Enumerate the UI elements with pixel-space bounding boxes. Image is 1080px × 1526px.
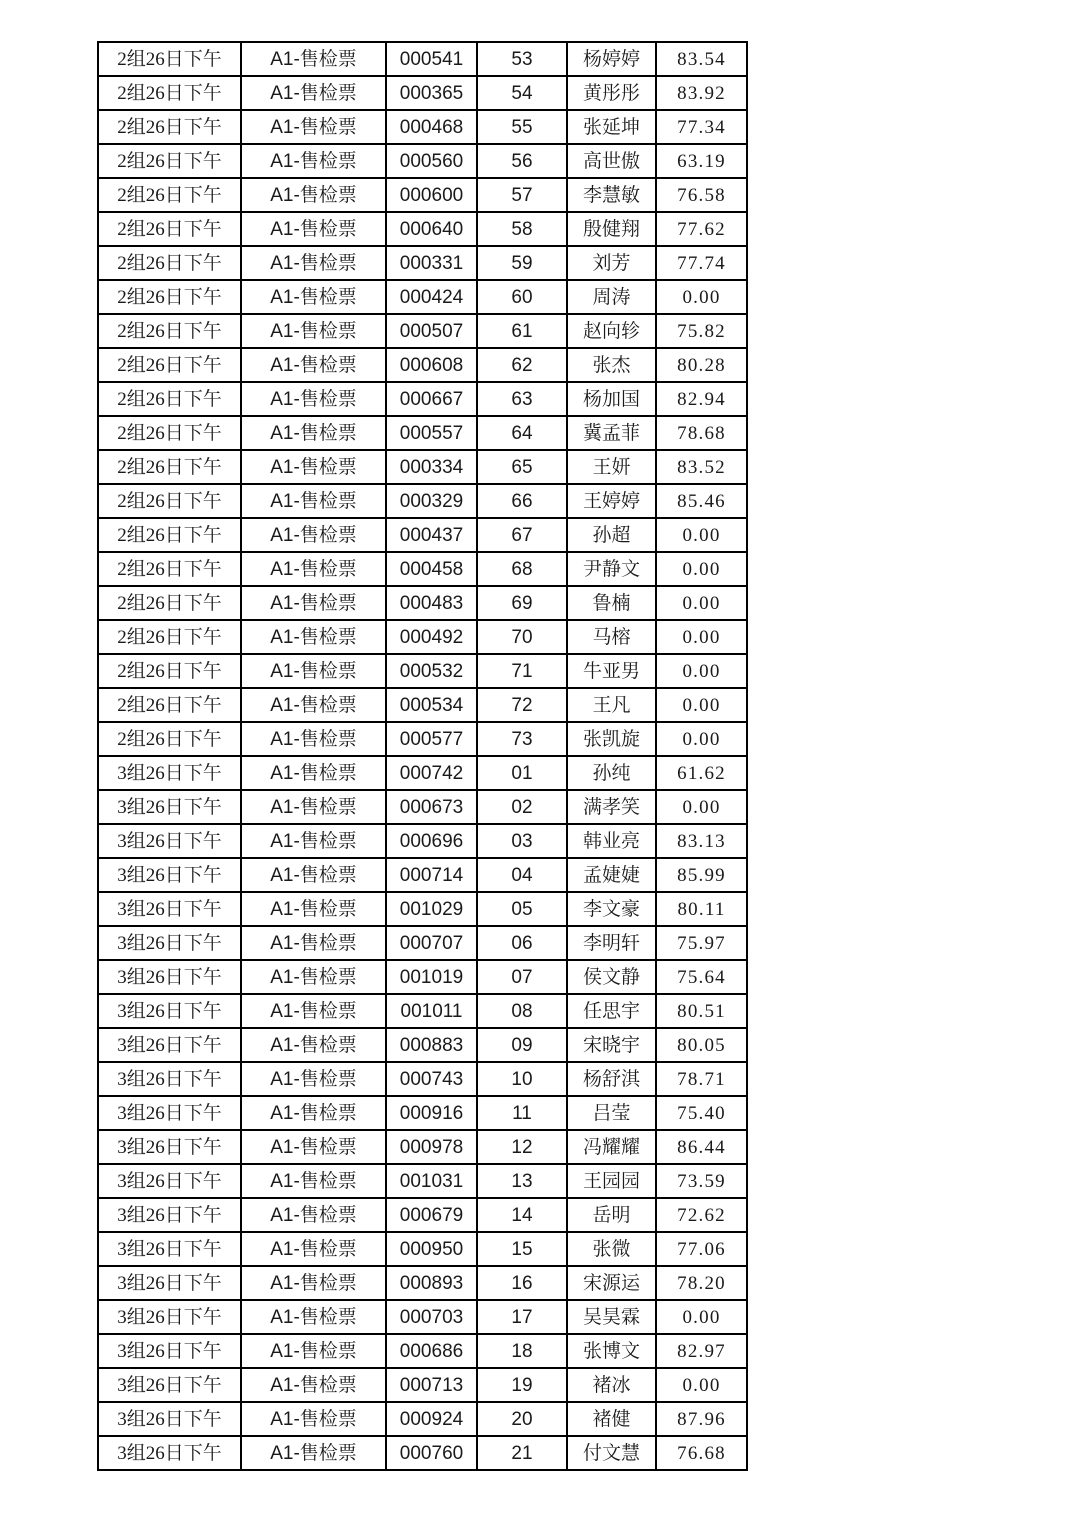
cell-seat: 03 (477, 824, 567, 858)
cell-seat: 02 (477, 790, 567, 824)
cell-exam-id: 001031 (386, 1164, 477, 1198)
table-row (98, 824, 747, 858)
table-row (98, 178, 747, 212)
cell-position: A1-售检票 (241, 824, 386, 858)
cell-exam-id: 001011 (386, 994, 477, 1028)
cell-exam-id: 000577 (386, 722, 477, 756)
cell-seat: 53 (477, 42, 567, 76)
cell-score: 85.46 (656, 484, 747, 518)
cell-group: 2组26日下午 (98, 518, 241, 552)
cell-exam-id: 000760 (386, 1436, 477, 1470)
cell-name: 宋晓宇 (567, 1028, 656, 1062)
cell-seat: 13 (477, 1164, 567, 1198)
cell-position: A1-售检票 (241, 144, 386, 178)
cell-name: 杨婷婷 (567, 42, 656, 76)
table-row (98, 212, 747, 246)
cell-seat: 05 (477, 892, 567, 926)
cell-name: 褚冰 (567, 1368, 656, 1402)
cell-exam-id: 000978 (386, 1130, 477, 1164)
cell-score: 0.00 (656, 620, 747, 654)
cell-name: 张延坤 (567, 110, 656, 144)
cell-score: 0.00 (656, 1300, 747, 1334)
cell-exam-id: 000507 (386, 314, 477, 348)
cell-position: A1-售检票 (241, 654, 386, 688)
score-table (97, 41, 748, 1471)
cell-score: 80.11 (656, 892, 747, 926)
cell-name: 鲁楠 (567, 586, 656, 620)
cell-exam-id: 000532 (386, 654, 477, 688)
cell-group: 2组26日下午 (98, 280, 241, 314)
cell-position: A1-售检票 (241, 314, 386, 348)
table-row (98, 552, 747, 586)
cell-seat: 61 (477, 314, 567, 348)
cell-group: 3组26日下午 (98, 1164, 241, 1198)
cell-position: A1-售检票 (241, 1198, 386, 1232)
cell-seat: 16 (477, 1266, 567, 1300)
cell-exam-id: 000686 (386, 1334, 477, 1368)
cell-group: 2组26日下午 (98, 450, 241, 484)
cell-position: A1-售检票 (241, 790, 386, 824)
cell-name: 高世傲 (567, 144, 656, 178)
cell-score: 72.62 (656, 1198, 747, 1232)
table-row (98, 314, 747, 348)
cell-name: 张凯旋 (567, 722, 656, 756)
cell-exam-id: 000916 (386, 1096, 477, 1130)
cell-seat: 55 (477, 110, 567, 144)
cell-exam-id: 000608 (386, 348, 477, 382)
cell-name: 王婷婷 (567, 484, 656, 518)
cell-score: 80.28 (656, 348, 747, 382)
table-row (98, 1198, 747, 1232)
cell-group: 3组26日下午 (98, 1096, 241, 1130)
table-row (98, 620, 747, 654)
cell-seat: 20 (477, 1402, 567, 1436)
table-row (98, 42, 747, 76)
cell-position: A1-售检票 (241, 1096, 386, 1130)
cell-seat: 72 (477, 688, 567, 722)
cell-seat: 67 (477, 518, 567, 552)
cell-exam-id: 000458 (386, 552, 477, 586)
cell-name: 刘芳 (567, 246, 656, 280)
cell-position: A1-售检票 (241, 1232, 386, 1266)
cell-exam-id: 000883 (386, 1028, 477, 1062)
cell-position: A1-售检票 (241, 1334, 386, 1368)
table-row (98, 1368, 747, 1402)
cell-name: 殷健翔 (567, 212, 656, 246)
cell-group: 2组26日下午 (98, 42, 241, 76)
cell-exam-id: 000600 (386, 178, 477, 212)
cell-score: 78.68 (656, 416, 747, 450)
cell-score: 0.00 (656, 1368, 747, 1402)
cell-group: 2组26日下午 (98, 76, 241, 110)
cell-exam-id: 000950 (386, 1232, 477, 1266)
cell-group: 3组26日下午 (98, 756, 241, 790)
table-row (98, 960, 747, 994)
cell-group: 2组26日下午 (98, 348, 241, 382)
cell-seat: 08 (477, 994, 567, 1028)
table-row (98, 1062, 747, 1096)
cell-name: 王妍 (567, 450, 656, 484)
cell-seat: 71 (477, 654, 567, 688)
cell-name: 孙纯 (567, 756, 656, 790)
cell-exam-id: 000893 (386, 1266, 477, 1300)
cell-position: A1-售检票 (241, 212, 386, 246)
cell-group: 3组26日下午 (98, 1130, 241, 1164)
table-row (98, 76, 747, 110)
cell-group: 2组26日下午 (98, 212, 241, 246)
cell-position: A1-售检票 (241, 348, 386, 382)
score-table-body (98, 42, 747, 1470)
cell-score: 76.58 (656, 178, 747, 212)
cell-position: A1-售检票 (241, 518, 386, 552)
table-row (98, 586, 747, 620)
cell-seat: 64 (477, 416, 567, 450)
table-row (98, 246, 747, 280)
cell-group: 3组26日下午 (98, 1232, 241, 1266)
table-row (98, 382, 747, 416)
cell-seat: 15 (477, 1232, 567, 1266)
cell-position: A1-售检票 (241, 246, 386, 280)
cell-name: 王园园 (567, 1164, 656, 1198)
cell-position: A1-售检票 (241, 1436, 386, 1470)
cell-position: A1-售检票 (241, 484, 386, 518)
cell-position: A1-售检票 (241, 994, 386, 1028)
cell-seat: 59 (477, 246, 567, 280)
cell-name: 杨加国 (567, 382, 656, 416)
cell-group: 3组26日下午 (98, 1436, 241, 1470)
table-row (98, 790, 747, 824)
cell-score: 0.00 (656, 790, 747, 824)
cell-seat: 63 (477, 382, 567, 416)
cell-exam-id: 000679 (386, 1198, 477, 1232)
cell-seat: 07 (477, 960, 567, 994)
cell-exam-id: 000424 (386, 280, 477, 314)
cell-group: 2组26日下午 (98, 314, 241, 348)
cell-exam-id: 000743 (386, 1062, 477, 1096)
table-row (98, 1130, 747, 1164)
table-row (98, 110, 747, 144)
cell-group: 2组26日下午 (98, 688, 241, 722)
cell-score: 0.00 (656, 586, 747, 620)
cell-seat: 57 (477, 178, 567, 212)
cell-position: A1-售检票 (241, 1402, 386, 1436)
cell-name: 冀孟菲 (567, 416, 656, 450)
cell-seat: 73 (477, 722, 567, 756)
cell-name: 张微 (567, 1232, 656, 1266)
cell-seat: 69 (477, 586, 567, 620)
cell-name: 褚健 (567, 1402, 656, 1436)
cell-group: 3组26日下午 (98, 1300, 241, 1334)
cell-position: A1-售检票 (241, 416, 386, 450)
cell-exam-id: 000924 (386, 1402, 477, 1436)
cell-score: 77.06 (656, 1232, 747, 1266)
cell-score: 77.62 (656, 212, 747, 246)
cell-exam-id: 000468 (386, 110, 477, 144)
cell-group: 2组26日下午 (98, 722, 241, 756)
cell-score: 0.00 (656, 688, 747, 722)
table-row (98, 1028, 747, 1062)
table-row (98, 1436, 747, 1470)
cell-exam-id: 000667 (386, 382, 477, 416)
cell-name: 张杰 (567, 348, 656, 382)
cell-score: 77.74 (656, 246, 747, 280)
table-row (98, 280, 747, 314)
cell-seat: 66 (477, 484, 567, 518)
cell-position: A1-售检票 (241, 280, 386, 314)
cell-exam-id: 000331 (386, 246, 477, 280)
cell-name: 李文豪 (567, 892, 656, 926)
cell-seat: 54 (477, 76, 567, 110)
cell-exam-id: 000557 (386, 416, 477, 450)
cell-position: A1-售检票 (241, 110, 386, 144)
cell-score: 83.92 (656, 76, 747, 110)
cell-name: 任思宇 (567, 994, 656, 1028)
cell-seat: 12 (477, 1130, 567, 1164)
cell-position: A1-售检票 (241, 178, 386, 212)
cell-position: A1-售检票 (241, 586, 386, 620)
cell-exam-id: 000437 (386, 518, 477, 552)
cell-seat: 01 (477, 756, 567, 790)
cell-score: 76.68 (656, 1436, 747, 1470)
table-row (98, 1334, 747, 1368)
cell-group: 3组26日下午 (98, 960, 241, 994)
cell-name: 冯耀耀 (567, 1130, 656, 1164)
cell-exam-id: 000560 (386, 144, 477, 178)
cell-exam-id: 000492 (386, 620, 477, 654)
cell-score: 75.82 (656, 314, 747, 348)
cell-exam-id: 000714 (386, 858, 477, 892)
cell-score: 0.00 (656, 518, 747, 552)
cell-group: 3组26日下午 (98, 1368, 241, 1402)
cell-position: A1-售检票 (241, 892, 386, 926)
cell-position: A1-售检票 (241, 722, 386, 756)
cell-exam-id: 000703 (386, 1300, 477, 1334)
cell-position: A1-售检票 (241, 926, 386, 960)
cell-exam-id: 000334 (386, 450, 477, 484)
cell-seat: 04 (477, 858, 567, 892)
table-row (98, 994, 747, 1028)
cell-name: 孙超 (567, 518, 656, 552)
cell-position: A1-售检票 (241, 1164, 386, 1198)
cell-group: 3组26日下午 (98, 790, 241, 824)
table-row (98, 892, 747, 926)
cell-group: 2组26日下午 (98, 654, 241, 688)
cell-score: 87.96 (656, 1402, 747, 1436)
cell-score: 82.97 (656, 1334, 747, 1368)
cell-group: 3组26日下午 (98, 926, 241, 960)
cell-name: 李明轩 (567, 926, 656, 960)
cell-group: 2组26日下午 (98, 552, 241, 586)
cell-name: 吴昊霖 (567, 1300, 656, 1334)
cell-group: 3组26日下午 (98, 1198, 241, 1232)
cell-name: 岳明 (567, 1198, 656, 1232)
cell-group: 3组26日下午 (98, 1334, 241, 1368)
table-row (98, 858, 747, 892)
cell-seat: 56 (477, 144, 567, 178)
cell-group: 3组26日下午 (98, 824, 241, 858)
cell-position: A1-售检票 (241, 620, 386, 654)
cell-position: A1-售检票 (241, 42, 386, 76)
cell-seat: 65 (477, 450, 567, 484)
cell-seat: 62 (477, 348, 567, 382)
cell-seat: 68 (477, 552, 567, 586)
cell-name: 牛亚男 (567, 654, 656, 688)
cell-group: 2组26日下午 (98, 416, 241, 450)
cell-position: A1-售检票 (241, 1368, 386, 1402)
cell-group: 2组26日下午 (98, 620, 241, 654)
cell-name: 李慧敏 (567, 178, 656, 212)
table-row (98, 1096, 747, 1130)
cell-exam-id: 001019 (386, 960, 477, 994)
cell-position: A1-售检票 (241, 1266, 386, 1300)
cell-position: A1-售检票 (241, 960, 386, 994)
cell-score: 80.05 (656, 1028, 747, 1062)
cell-score: 0.00 (656, 722, 747, 756)
cell-seat: 19 (477, 1368, 567, 1402)
cell-score: 83.52 (656, 450, 747, 484)
table-row (98, 688, 747, 722)
cell-position: A1-售检票 (241, 1062, 386, 1096)
cell-group: 3组26日下午 (98, 1402, 241, 1436)
cell-exam-id: 000541 (386, 42, 477, 76)
cell-score: 78.20 (656, 1266, 747, 1300)
cell-name: 满孝笑 (567, 790, 656, 824)
cell-exam-id: 000713 (386, 1368, 477, 1402)
cell-position: A1-售检票 (241, 1028, 386, 1062)
cell-group: 2组26日下午 (98, 110, 241, 144)
cell-position: A1-售检票 (241, 688, 386, 722)
cell-name: 黄彤彤 (567, 76, 656, 110)
cell-score: 77.34 (656, 110, 747, 144)
cell-score: 82.94 (656, 382, 747, 416)
cell-position: A1-售检票 (241, 450, 386, 484)
cell-position: A1-售检票 (241, 382, 386, 416)
table-row (98, 1164, 747, 1198)
table-row (98, 1266, 747, 1300)
cell-group: 3组26日下午 (98, 892, 241, 926)
cell-group: 2组26日下午 (98, 144, 241, 178)
cell-exam-id: 000534 (386, 688, 477, 722)
table-row (98, 1402, 747, 1436)
cell-name: 王凡 (567, 688, 656, 722)
cell-score: 63.19 (656, 144, 747, 178)
cell-seat: 58 (477, 212, 567, 246)
cell-seat: 11 (477, 1096, 567, 1130)
cell-name: 韩业亮 (567, 824, 656, 858)
cell-exam-id: 000365 (386, 76, 477, 110)
cell-score: 0.00 (656, 654, 747, 688)
cell-seat: 60 (477, 280, 567, 314)
cell-seat: 21 (477, 1436, 567, 1470)
cell-score: 85.99 (656, 858, 747, 892)
cell-exam-id: 001029 (386, 892, 477, 926)
cell-seat: 70 (477, 620, 567, 654)
cell-group: 3组26日下午 (98, 1062, 241, 1096)
table-row (98, 484, 747, 518)
cell-seat: 18 (477, 1334, 567, 1368)
cell-exam-id: 000742 (386, 756, 477, 790)
cell-seat: 14 (477, 1198, 567, 1232)
cell-score: 75.40 (656, 1096, 747, 1130)
cell-group: 3组26日下午 (98, 1266, 241, 1300)
cell-seat: 06 (477, 926, 567, 960)
cell-position: A1-售检票 (241, 756, 386, 790)
cell-group: 3组26日下午 (98, 858, 241, 892)
cell-position: A1-售检票 (241, 552, 386, 586)
cell-exam-id: 000707 (386, 926, 477, 960)
cell-exam-id: 000329 (386, 484, 477, 518)
cell-score: 0.00 (656, 280, 747, 314)
cell-name: 侯文静 (567, 960, 656, 994)
table-row (98, 518, 747, 552)
cell-position: A1-售检票 (241, 76, 386, 110)
cell-seat: 10 (477, 1062, 567, 1096)
cell-score: 0.00 (656, 552, 747, 586)
cell-group: 3组26日下午 (98, 1028, 241, 1062)
table-row (98, 450, 747, 484)
cell-exam-id: 000673 (386, 790, 477, 824)
cell-name: 尹静文 (567, 552, 656, 586)
table-row (98, 722, 747, 756)
cell-name: 赵向轸 (567, 314, 656, 348)
table-row (98, 926, 747, 960)
cell-name: 孟婕婕 (567, 858, 656, 892)
cell-exam-id: 000696 (386, 824, 477, 858)
cell-seat: 09 (477, 1028, 567, 1062)
cell-group: 2组26日下午 (98, 382, 241, 416)
table-row (98, 144, 747, 178)
cell-exam-id: 000640 (386, 212, 477, 246)
cell-name: 周涛 (567, 280, 656, 314)
cell-name: 张博文 (567, 1334, 656, 1368)
cell-name: 付文慧 (567, 1436, 656, 1470)
table-row (98, 654, 747, 688)
table-row (98, 756, 747, 790)
cell-group: 3组26日下午 (98, 994, 241, 1028)
cell-score: 73.59 (656, 1164, 747, 1198)
cell-score: 61.62 (656, 756, 747, 790)
table-row (98, 348, 747, 382)
table-row (98, 1232, 747, 1266)
cell-score: 86.44 (656, 1130, 747, 1164)
cell-score: 83.13 (656, 824, 747, 858)
cell-name: 杨舒淇 (567, 1062, 656, 1096)
cell-position: A1-售检票 (241, 1130, 386, 1164)
cell-name: 马榕 (567, 620, 656, 654)
cell-score: 83.54 (656, 42, 747, 76)
cell-score: 75.64 (656, 960, 747, 994)
cell-name: 吕莹 (567, 1096, 656, 1130)
cell-score: 80.51 (656, 994, 747, 1028)
cell-score: 78.71 (656, 1062, 747, 1096)
cell-exam-id: 000483 (386, 586, 477, 620)
cell-group: 2组26日下午 (98, 484, 241, 518)
table-row (98, 1300, 747, 1334)
cell-score: 75.97 (656, 926, 747, 960)
cell-seat: 17 (477, 1300, 567, 1334)
cell-position: A1-售检票 (241, 1300, 386, 1334)
cell-name: 宋源运 (567, 1266, 656, 1300)
cell-group: 2组26日下午 (98, 246, 241, 280)
cell-group: 2组26日下午 (98, 178, 241, 212)
cell-group: 2组26日下午 (98, 586, 241, 620)
table-row (98, 416, 747, 450)
cell-position: A1-售检票 (241, 858, 386, 892)
